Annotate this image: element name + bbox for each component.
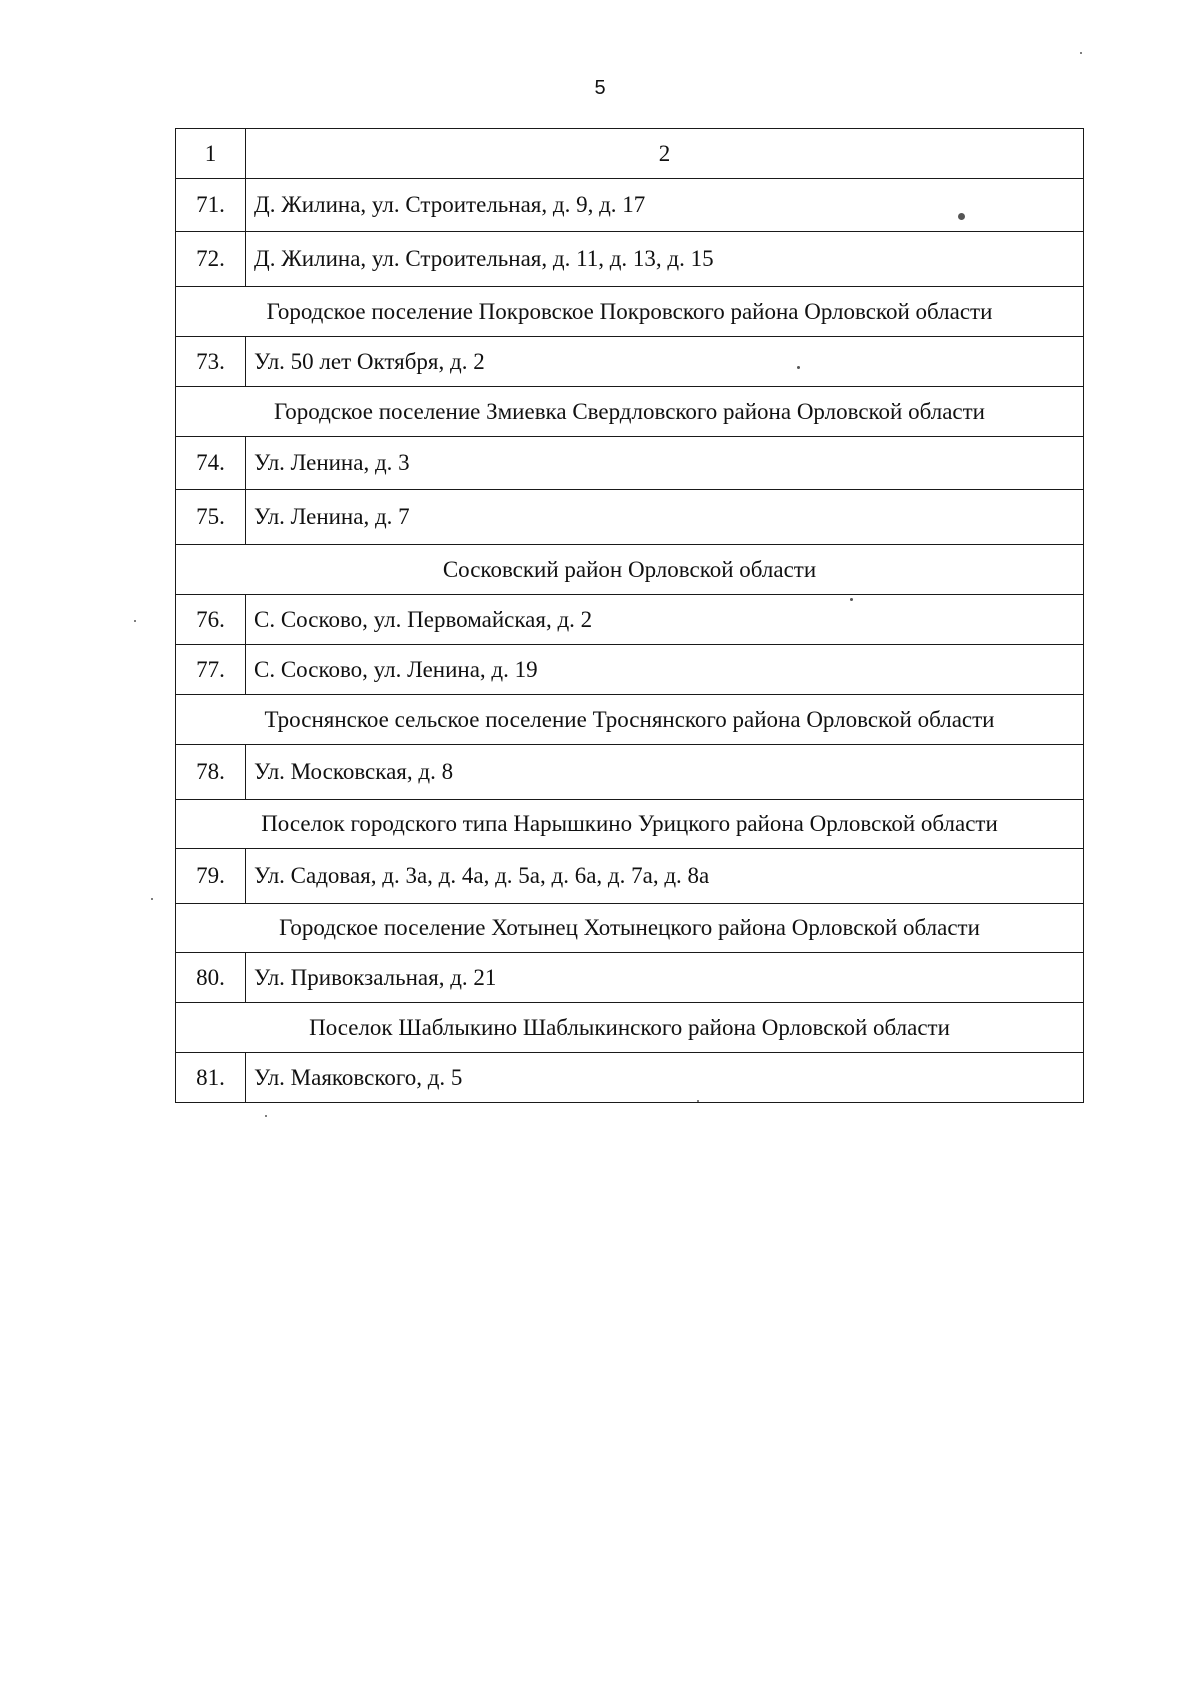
row-address: Ул. Московская, д. 8 xyxy=(246,745,1084,800)
row-address: С. Сосково, ул. Ленина, д. 19 xyxy=(246,645,1084,695)
table-row xyxy=(176,232,1084,287)
section-row xyxy=(176,904,1084,953)
section-heading: Городское поселение Хотынец Хотынецкого района Орловской области xyxy=(176,904,1084,953)
row-address: С. Сосково, ул. Первомайская, д. 2 xyxy=(246,595,1084,645)
row-address: Ул. Садовая, д. 3а, д. 4а, д. 5а, д. 6а, д. 7а, д. 8а xyxy=(246,849,1084,904)
section-heading: Городское поселение Покровское Покровского района Орловской области xyxy=(176,287,1084,337)
table-header-row xyxy=(176,129,1084,179)
table-row xyxy=(176,337,1084,387)
scan-speck xyxy=(850,598,853,601)
row-number: 74. xyxy=(176,437,246,490)
row-address: Д. Жилина, ул. Строительная, д. 11, д. 13, д. 15 xyxy=(246,232,1084,287)
row-number: 73. xyxy=(176,337,246,387)
table-row xyxy=(176,953,1084,1003)
section-heading: Поселок городского типа Нарышкино Урицкого района Орловской области xyxy=(176,800,1084,849)
row-number: 80. xyxy=(176,953,246,1003)
page-number: 5 xyxy=(594,77,606,99)
table-row xyxy=(176,490,1084,545)
section-heading: Поселок Шаблыкино Шаблыкинского района Орловской области xyxy=(176,1003,1084,1053)
section-row xyxy=(176,695,1084,745)
scan-speck xyxy=(151,898,153,900)
row-address: Ул. Привокзальная, д. 21 xyxy=(246,953,1084,1003)
scan-speck xyxy=(265,1115,267,1117)
section-row xyxy=(176,545,1084,595)
addresses-table xyxy=(175,128,1084,1103)
row-address: Ул. Маяковского, д. 5 xyxy=(246,1053,1084,1103)
row-number: 76. xyxy=(176,595,246,645)
table-row xyxy=(176,745,1084,800)
table-row xyxy=(176,1053,1084,1103)
row-number: 78. xyxy=(176,745,246,800)
scan-speck xyxy=(958,213,965,220)
row-number: 75. xyxy=(176,490,246,545)
row-number: 71. xyxy=(176,179,246,232)
scan-speck xyxy=(697,1100,699,1102)
row-address: Ул. Ленина, д. 3 xyxy=(246,437,1084,490)
row-address: Д. Жилина, ул. Строительная, д. 9, д. 17 xyxy=(246,179,1084,232)
section-row xyxy=(176,800,1084,849)
scan-speck xyxy=(797,366,800,369)
header-cell-col1: 1 xyxy=(176,129,246,179)
row-number: 77. xyxy=(176,645,246,695)
header-cell-col2: 2 xyxy=(246,129,1084,179)
section-heading: Троснянское сельское поселение Троснянского района Орловской области xyxy=(176,695,1084,745)
section-heading: Городское поселение Змиевка Свердловского района Орловской области xyxy=(176,387,1084,437)
table-row xyxy=(176,849,1084,904)
table-row xyxy=(176,179,1084,232)
table-row xyxy=(176,437,1084,490)
row-number: 72. xyxy=(176,232,246,287)
row-address: Ул. Ленина, д. 7 xyxy=(246,490,1084,545)
scan-speck xyxy=(134,620,136,622)
section-heading: Сосковский район Орловской области xyxy=(176,545,1084,595)
row-number: 81. xyxy=(176,1053,246,1103)
row-address: Ул. 50 лет Октября, д. 2 xyxy=(246,337,1084,387)
table-row xyxy=(176,595,1084,645)
scan-speck xyxy=(1080,52,1082,54)
section-row xyxy=(176,287,1084,337)
row-number: 79. xyxy=(176,849,246,904)
section-row xyxy=(176,387,1084,437)
table-row xyxy=(176,645,1084,695)
section-row xyxy=(176,1003,1084,1053)
